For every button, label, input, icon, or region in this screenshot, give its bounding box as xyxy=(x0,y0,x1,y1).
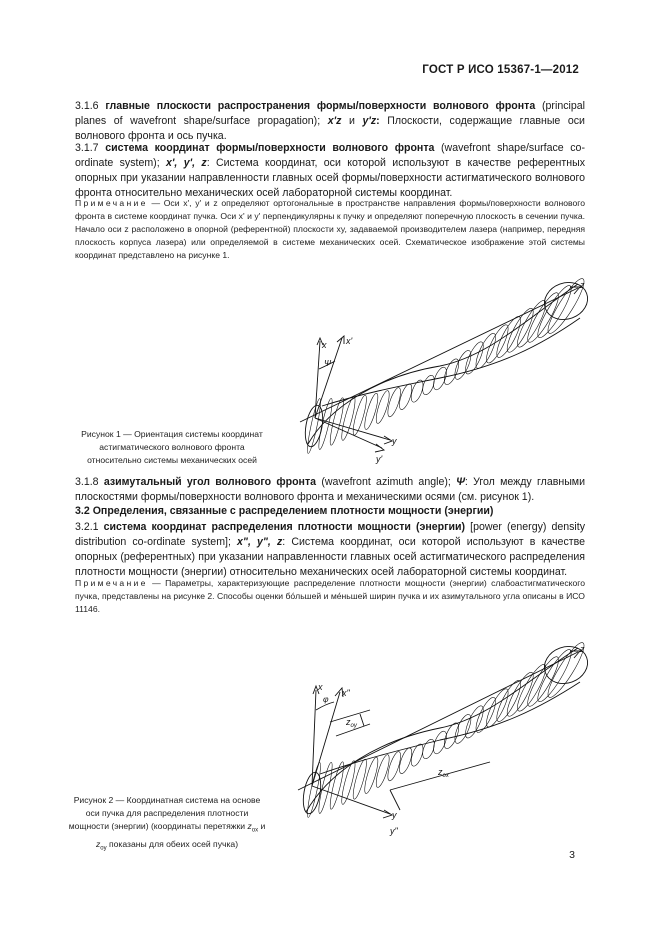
caption-line: оси пучка для распределения плотности xyxy=(85,808,249,818)
angle-psi-label: Ψ xyxy=(324,358,332,368)
clause-number: 3.1.8 xyxy=(75,476,99,488)
caption-line: Рисунок 2 — Координатная система на основе xyxy=(73,795,261,805)
axis-label-z: z xyxy=(580,644,585,654)
note-1 xyxy=(75,197,585,262)
colon: : xyxy=(376,115,380,127)
section-3-1-8 xyxy=(75,475,585,505)
term: главные плоскости распространения формы/поверхности волнового фронта xyxy=(105,100,536,112)
section-number: 3.2 xyxy=(75,505,90,517)
caption-line: относительно системы механических осей xyxy=(87,455,257,465)
definition: : Угол между главными плоскостями формы/поверхности волнового фронта и механическими осями (см. рисунок 1). xyxy=(75,476,586,503)
caption-line: $z_{oy}$ показаны для обеих осей пучка) xyxy=(95,838,239,852)
document-header: ГОСТ Р ИСО 15367-1—2012 xyxy=(422,64,579,76)
note-label: Примечание xyxy=(75,198,148,208)
clause-number: 3.1.7 xyxy=(75,142,99,154)
term: система координат формы/поверхности волнового фронта xyxy=(105,142,435,154)
axis-label-x-prime: x' xyxy=(346,336,353,346)
clause-number: 3.1.6 xyxy=(75,100,99,112)
section-3-2-1 xyxy=(75,520,585,580)
waist-label-zoy: $z_{oy}$ xyxy=(346,717,357,729)
english-term: [power (energy) density distribution co-ordinate system]; xyxy=(75,521,586,548)
figure-2-caption xyxy=(52,794,282,855)
symbol: x", y", z xyxy=(237,536,283,548)
figure-1-diagram xyxy=(290,266,590,466)
section-title: Определения, связанные с распределением плотности мощности (энергии) xyxy=(92,505,494,517)
waist-label-zox: $z_{ox}$ xyxy=(438,767,449,779)
section-3-1-6 xyxy=(75,99,585,144)
term: система координат распределения плотности мощности (энергии) xyxy=(103,521,466,533)
english-term: (wavefront shape/surface co-ordinate system); xyxy=(75,142,585,169)
note-text: — Оси x', y' и z определяют ортогональные в пространстве направления формы/поверхности волнового фронта в системе координат пучка. Оси x' и y' перпендикулярны к пучку и определяют поперечную плоскость в сечении пучка. Начало оси z расположено в опорной (референтной) плоскости xy, задаваемой производителем лазера (например, передняя плоскость корпуса лазера) или определяемой в системе механических осей. Схематическое изображение этой системы координат представлено на рисунке 1. xyxy=(75,198,585,260)
clause-number: 3.2.1 xyxy=(75,521,99,533)
caption-line: астигматического волнового фронта xyxy=(99,442,245,452)
figure-1-caption xyxy=(64,428,280,467)
caption-line: мощности (энергии) (координаты перетяжки $z_{ox}$ и xyxy=(68,821,266,834)
note-2 xyxy=(75,577,585,616)
symbol: Ψ xyxy=(456,476,465,488)
symbol: x'z xyxy=(327,115,342,127)
conjunction: и xyxy=(341,115,363,127)
note-text: — Параметры, характеризующие распределение плотности мощности (энергии) слабоастигматического пучка, представлены на рисунке 2. Способы оценки бо́льшей и ме́ньшей ширин пучка и их азимутального угла описаны в ИСО 11146. xyxy=(75,578,585,614)
term: азимутальный угол волнового фронта xyxy=(103,476,317,488)
axis-label-x-double-prime: x" xyxy=(342,688,350,698)
figure-2-diagram xyxy=(290,630,590,840)
note-label: Примечание xyxy=(75,578,148,588)
axis-label-y: y xyxy=(392,810,397,820)
caption-line: Рисунок 1 — Ориентация системы координат xyxy=(81,429,263,439)
section-3-2-heading xyxy=(75,504,585,519)
axis-label-y-prime: y' xyxy=(376,454,383,464)
symbol: x', y', z xyxy=(166,157,207,169)
axis-label-y: y xyxy=(392,436,397,446)
english-term: (wavefront azimuth angle); xyxy=(316,476,457,488)
english-term: (principal planes of wavefront shape/surface propagation); xyxy=(75,100,585,127)
section-3-1-7 xyxy=(75,141,585,201)
definition: Плоскости, содержащие главные оси волнового фронта и ось пучка. xyxy=(75,115,585,142)
definition: : Система координат, оси которой используют в качестве опорных (референтных) при указании направленности главных осей астигматического распределения плотности мощности (энергии) относительно механических осей лабораторной системы координат. xyxy=(75,536,585,578)
axis-label-x: x xyxy=(322,340,327,350)
definition: : Система координат, оси которой используют в качестве референтных опорных при указании направленности главных осей формы/поверхности астигматического волнового фронта относительно механических осей лабораторной системы координат. xyxy=(75,157,585,199)
axis-label-y-double-prime: y" xyxy=(390,826,398,836)
page-number: 3 xyxy=(569,849,575,861)
axis-label-z: z xyxy=(580,280,585,290)
axis-label-x: x xyxy=(318,682,323,692)
symbol: y'z xyxy=(362,115,377,127)
angle-phi-label: φ xyxy=(323,694,329,704)
